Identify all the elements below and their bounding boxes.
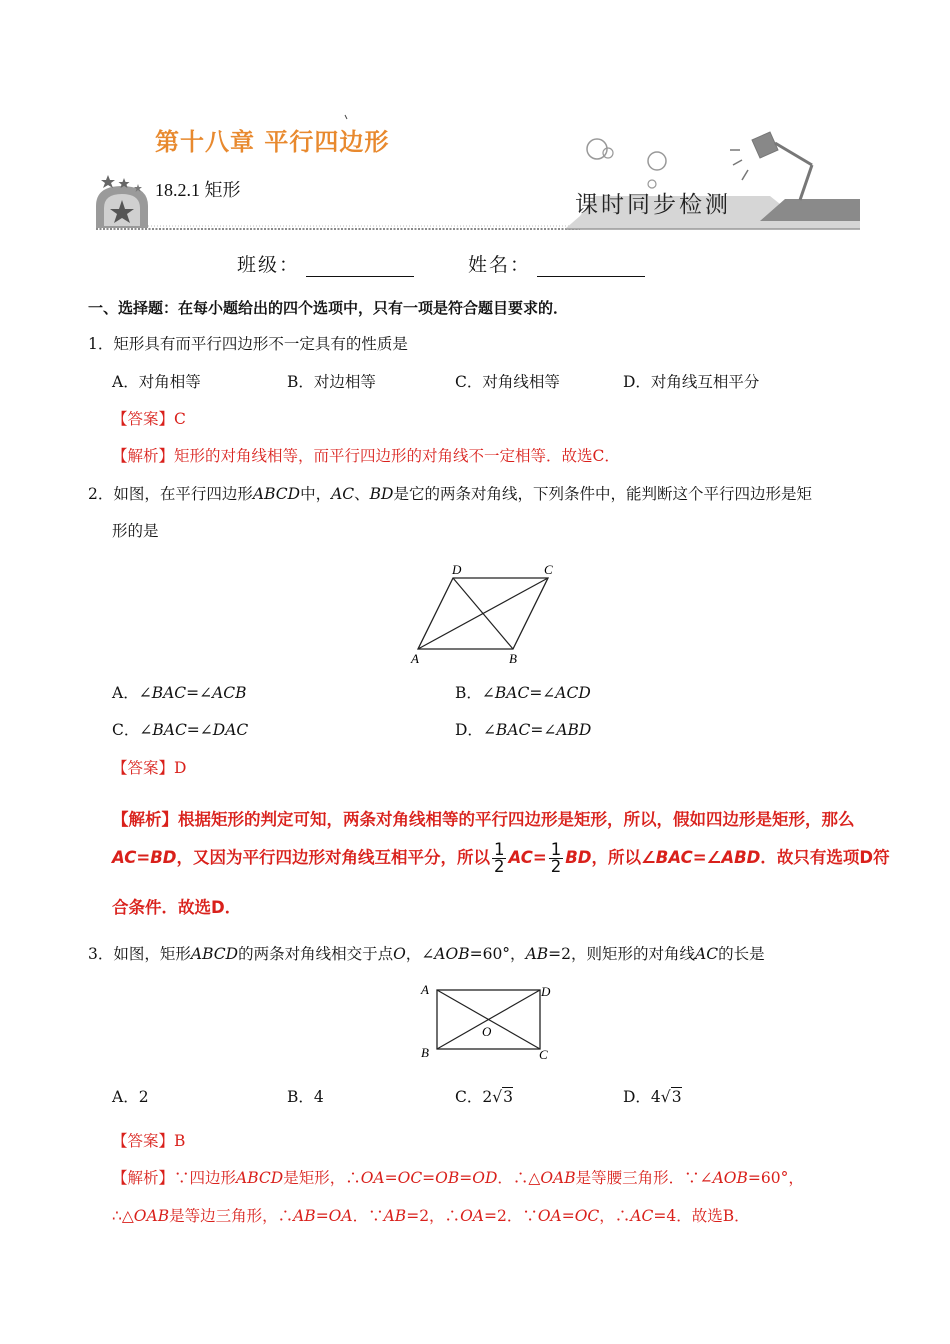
q2-analysis-line3: 合条件．故选D． bbox=[112, 898, 242, 917]
banner-title: 课时同步检测 bbox=[575, 192, 731, 218]
q3-option-c: C．2√3 bbox=[455, 1088, 513, 1106]
fraction-half: $\frac{1}{2}$ bbox=[550, 840, 562, 876]
part1-heading: 一、选择题：在每小题给出的四个选项中，只有一项是符合题目要求的． bbox=[88, 299, 569, 317]
label-o: O bbox=[482, 1024, 492, 1039]
q2-option-c: C．∠BAC=∠DAC bbox=[112, 721, 249, 739]
q2-stem: 2．如图，在平行四边形ABCD中，AC、BD是它的两条对角线，下列条件中，能判断这个平行四边形是矩 bbox=[88, 485, 812, 503]
label-d: D bbox=[452, 562, 462, 577]
q2-parallelogram-figure bbox=[405, 560, 565, 670]
q2-option-b: B．∠BAC=∠ACD bbox=[455, 684, 591, 702]
q2-option-a: A．∠BAC=∠ACB bbox=[112, 684, 247, 702]
q3-answer: 【答案】B bbox=[112, 1132, 186, 1150]
name-blank[interactable] bbox=[537, 258, 645, 277]
bubbles-icon bbox=[587, 139, 666, 188]
sqrt-symbol: √ bbox=[660, 1088, 671, 1106]
class-field bbox=[237, 250, 414, 277]
q1-stem: 1．矩形具有而平行四边形不一定具有的性质是 bbox=[88, 335, 408, 353]
q1-analysis: 【解析】矩形的对角线相等，而平行四边形的对角线不一定相等．故选C． bbox=[112, 447, 620, 465]
q3-option-b: B．4 bbox=[287, 1088, 324, 1106]
section-title: 18.2.1 矩形 bbox=[155, 180, 241, 200]
label-a: A bbox=[411, 651, 419, 666]
label-c: C bbox=[539, 1047, 548, 1062]
class-blank[interactable] bbox=[306, 258, 414, 277]
class-label: 班级： bbox=[237, 254, 301, 276]
label-b: B bbox=[421, 1045, 429, 1060]
chapter-title: 第十八章 平行四边形 bbox=[155, 128, 390, 156]
label-c: C bbox=[544, 562, 553, 577]
star-badge-icon bbox=[96, 175, 148, 228]
label-b: B bbox=[509, 651, 517, 666]
label-d: D bbox=[541, 984, 551, 999]
q1-option-b: B．对边相等 bbox=[287, 373, 376, 391]
q1-answer: 【答案】C bbox=[112, 410, 186, 428]
q3-stem: 3．如图，矩形ABCD的两条对角线相交于点O，∠AOB=60°，AB=2，则矩形的对角线AC的长是 bbox=[88, 945, 765, 963]
q2-analysis-line1: 【解析】根据矩形的判定可知，两条对角线相等的平行四边形是矩形，所以，假如四边形是矩形，那么 bbox=[112, 810, 855, 829]
q1-option-c: C．对角线相等 bbox=[455, 373, 560, 391]
q3-option-d: D．4√3 bbox=[623, 1088, 682, 1106]
q3-rectangle-figure bbox=[415, 978, 565, 1063]
fraction-half: $\frac{1}{2}$ bbox=[493, 840, 505, 876]
q2-answer: 【答案】D bbox=[112, 759, 187, 777]
q2-stem-cont: 形的是 bbox=[112, 522, 159, 540]
sqrt-symbol: √ bbox=[492, 1088, 503, 1106]
q2-analysis-line2: AC=BD，又因为平行四边形对角线互相平分，所以 $\frac{1}{2}$ AC= $\frac{1}{2}$ BD，所以∠BAC=∠ABD．故只有选项D符 bbox=[112, 840, 890, 876]
desk-lamp-icon bbox=[730, 132, 812, 200]
name-field bbox=[468, 250, 645, 277]
q2-option-d: D．∠BAC=∠ABD bbox=[455, 721, 592, 739]
header-decoration bbox=[0, 0, 950, 240]
label-a: A bbox=[421, 982, 429, 997]
q1-option-a: A．对角相等 bbox=[112, 373, 201, 391]
q3-analysis-line2: ∴△OAB是等边三角形，∴AB=OA．∵AB=2，∴OA=2．∵OA=OC，∴AC=4．故选B． bbox=[112, 1207, 750, 1225]
q3-analysis-line1: 【解析】∵四边形ABCD是矩形，∴OA=OC=OB=OD．∴△OAB是等腰三角形．∵∠AOB=60°， bbox=[112, 1169, 804, 1187]
name-label: 姓名： bbox=[468, 254, 532, 276]
q3-option-a: A．2 bbox=[112, 1088, 149, 1106]
q1-option-d: D．对角线互相平分 bbox=[623, 373, 760, 391]
